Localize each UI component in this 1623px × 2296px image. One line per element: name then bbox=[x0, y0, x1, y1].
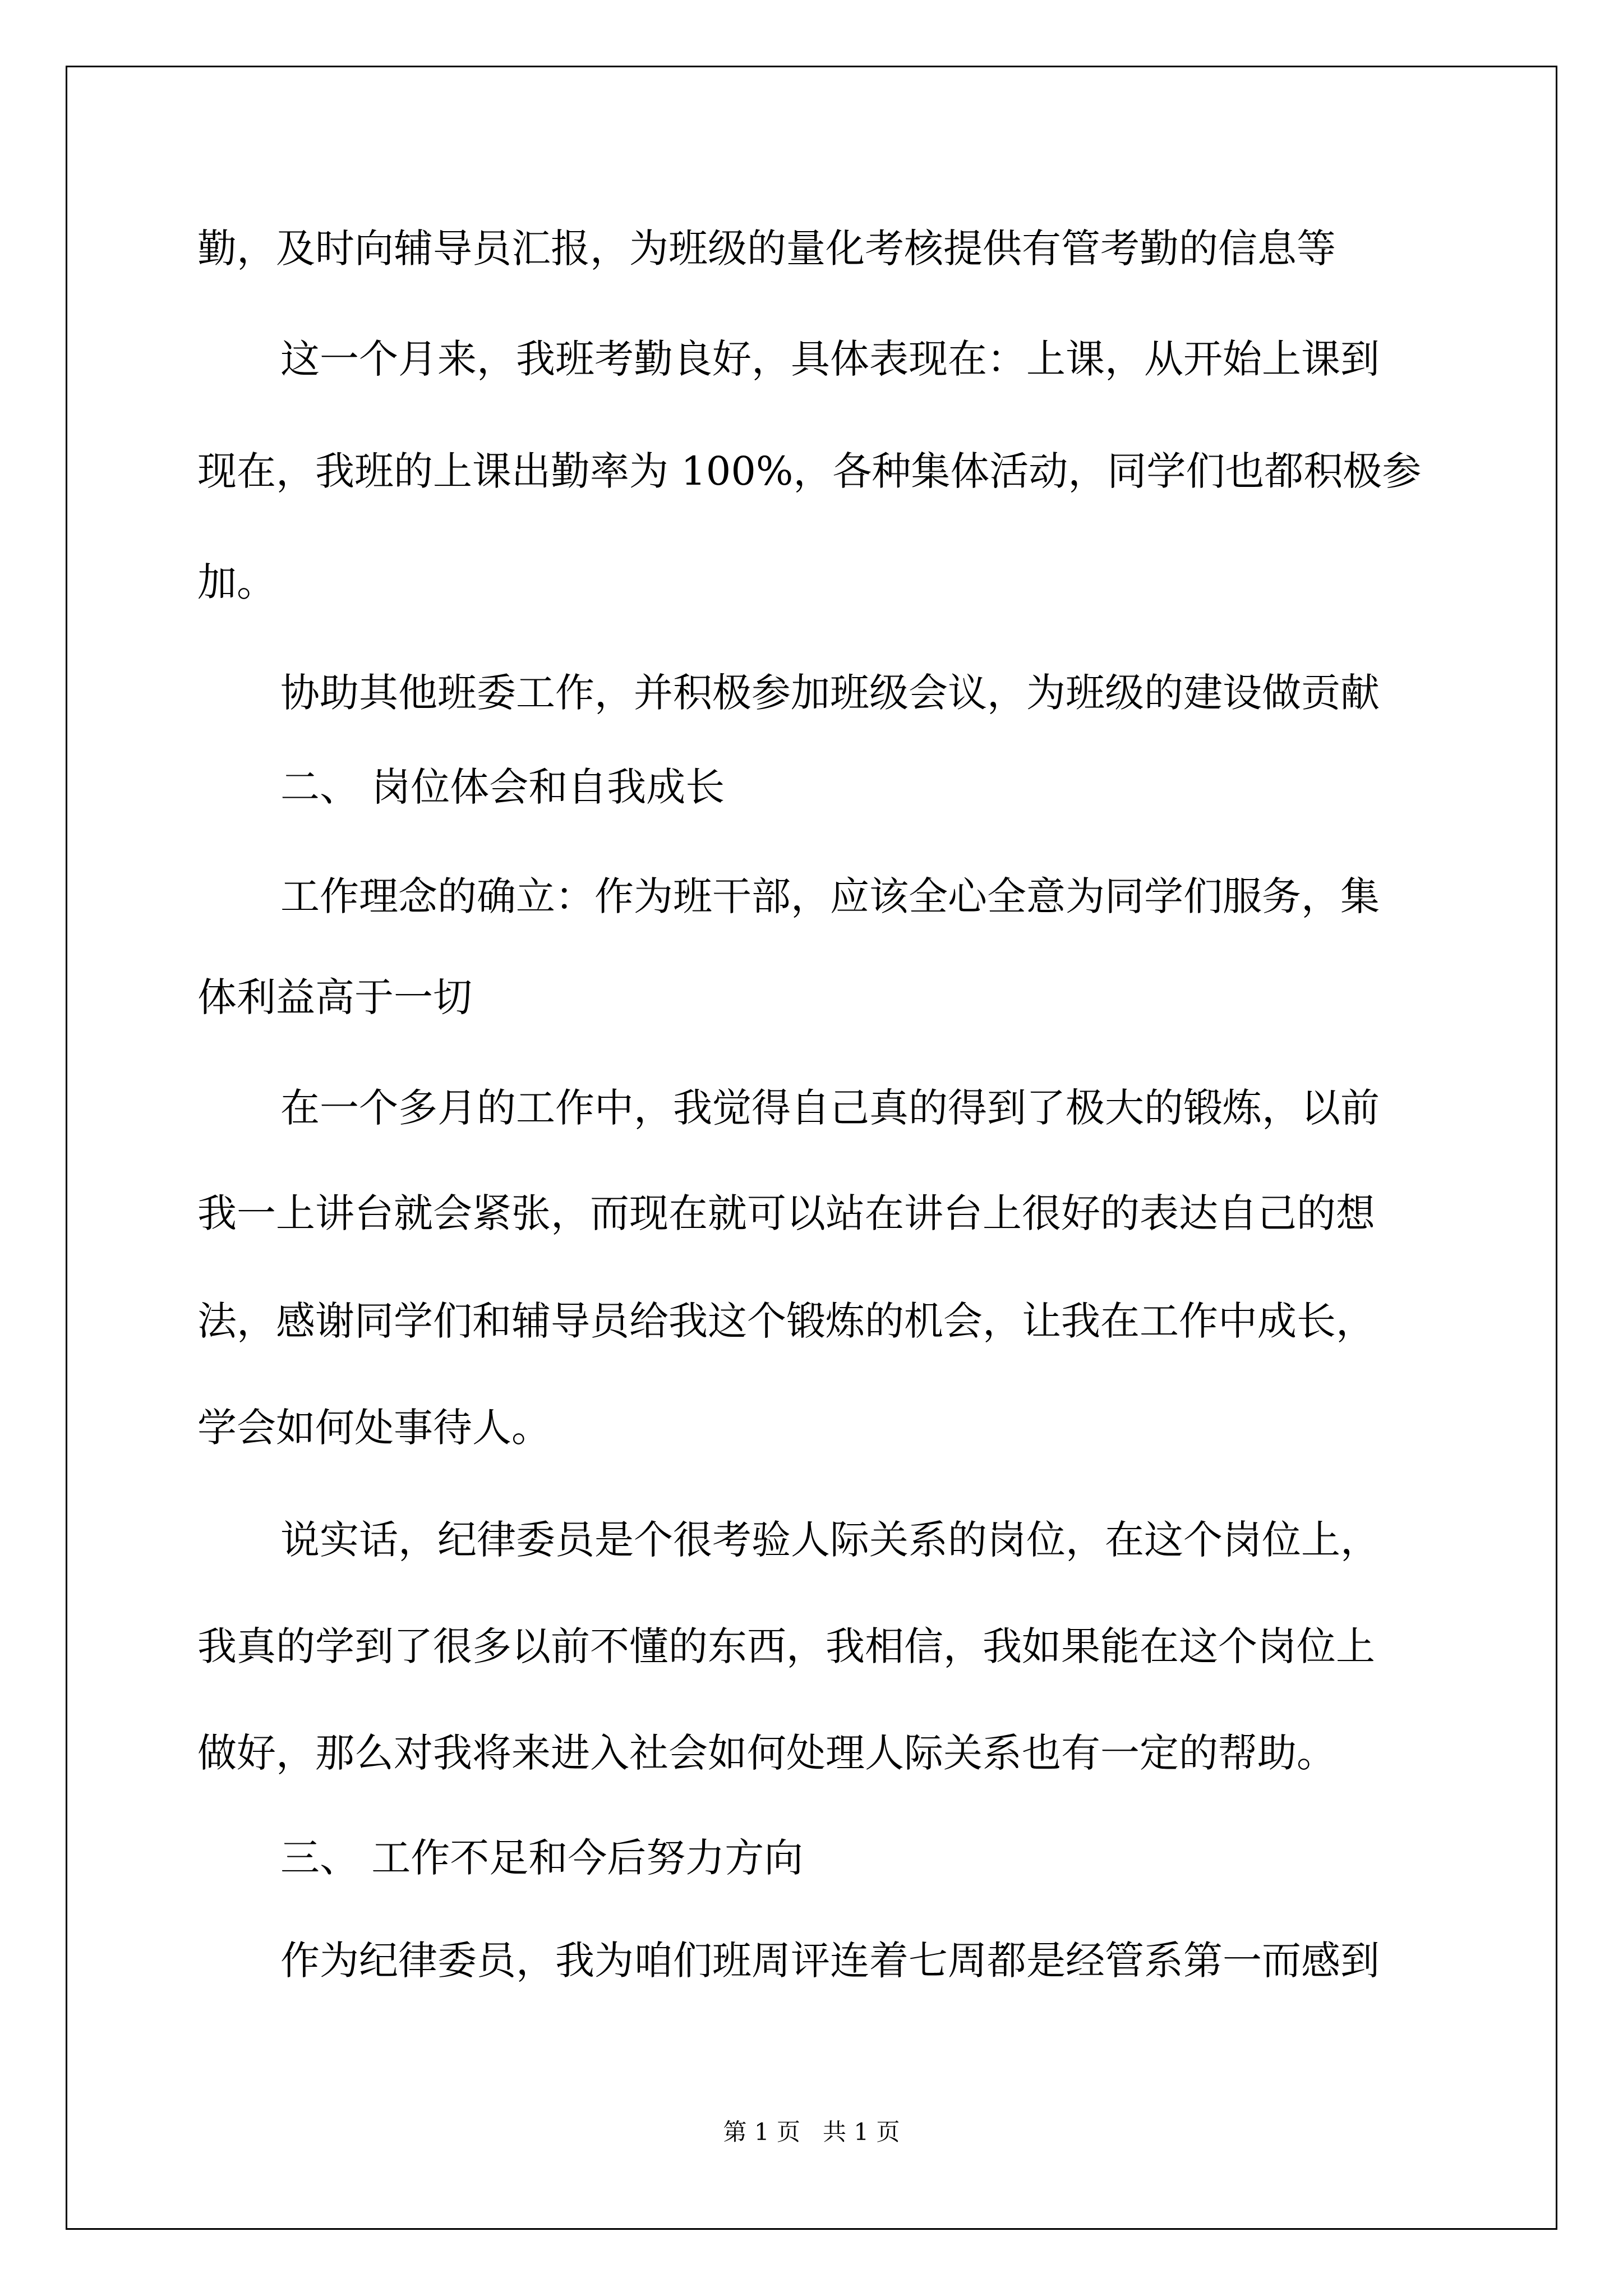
text-line: 我真的学到了很多以前不懂的东西，我相信，我如果能在这个岗位上 bbox=[197, 1623, 1375, 1669]
text-line: 说实话，纪律委员是个很考验人际关系的岗位，在这个岗位上， bbox=[280, 1517, 1380, 1563]
text-line: 现在，我班的上课出勤率为 100%，各种集体活动，同学们也都积极参 bbox=[197, 448, 1422, 494]
text-line: 加。 bbox=[197, 559, 276, 605]
text-line: 作为纪律委员，我为咱们班周评连着七周都是经管系第一而感到 bbox=[280, 1938, 1380, 1984]
text-line: 工作理念的确立：作为班干部，应该全心全意为同学们服务，集 bbox=[280, 873, 1380, 919]
text-line: 学会如何处事待人。 bbox=[197, 1405, 551, 1451]
text-line: 体利益高于一切 bbox=[197, 974, 472, 1020]
text-line: 做好，那么对我将来进入社会如何处理人际关系也有一定的帮助。 bbox=[197, 1730, 1336, 1776]
text-line: 法，感谢同学们和辅导员给我这个锻炼的机会，让我在工作中成长， bbox=[197, 1298, 1375, 1344]
text-line: 我一上讲台就会紧张，而现在就可以站在讲台上很好的表达自己的想 bbox=[197, 1190, 1375, 1236]
section-heading: 二、 岗位体会和自我成长 bbox=[280, 764, 725, 810]
text-line: 这一个月来，我班考勤良好，具体表现在：上课，从开始上课到 bbox=[280, 336, 1380, 382]
page-number-footer: 第 1 页 共 1 页 bbox=[723, 2118, 900, 2146]
text-line: 协助其他班委工作，并积极参加班级会议，为班级的建设做贡献 bbox=[280, 670, 1380, 716]
page-border bbox=[66, 66, 1557, 2230]
section-heading: 三、 工作不足和今后努力方向 bbox=[280, 1835, 804, 1881]
text-line: 在一个多月的工作中，我觉得自己真的得到了极大的锻炼，以前 bbox=[280, 1085, 1380, 1131]
text-line: 勤，及时向辅导员汇报，为班级的量化考核提供有管考勤的信息等 bbox=[197, 226, 1336, 272]
